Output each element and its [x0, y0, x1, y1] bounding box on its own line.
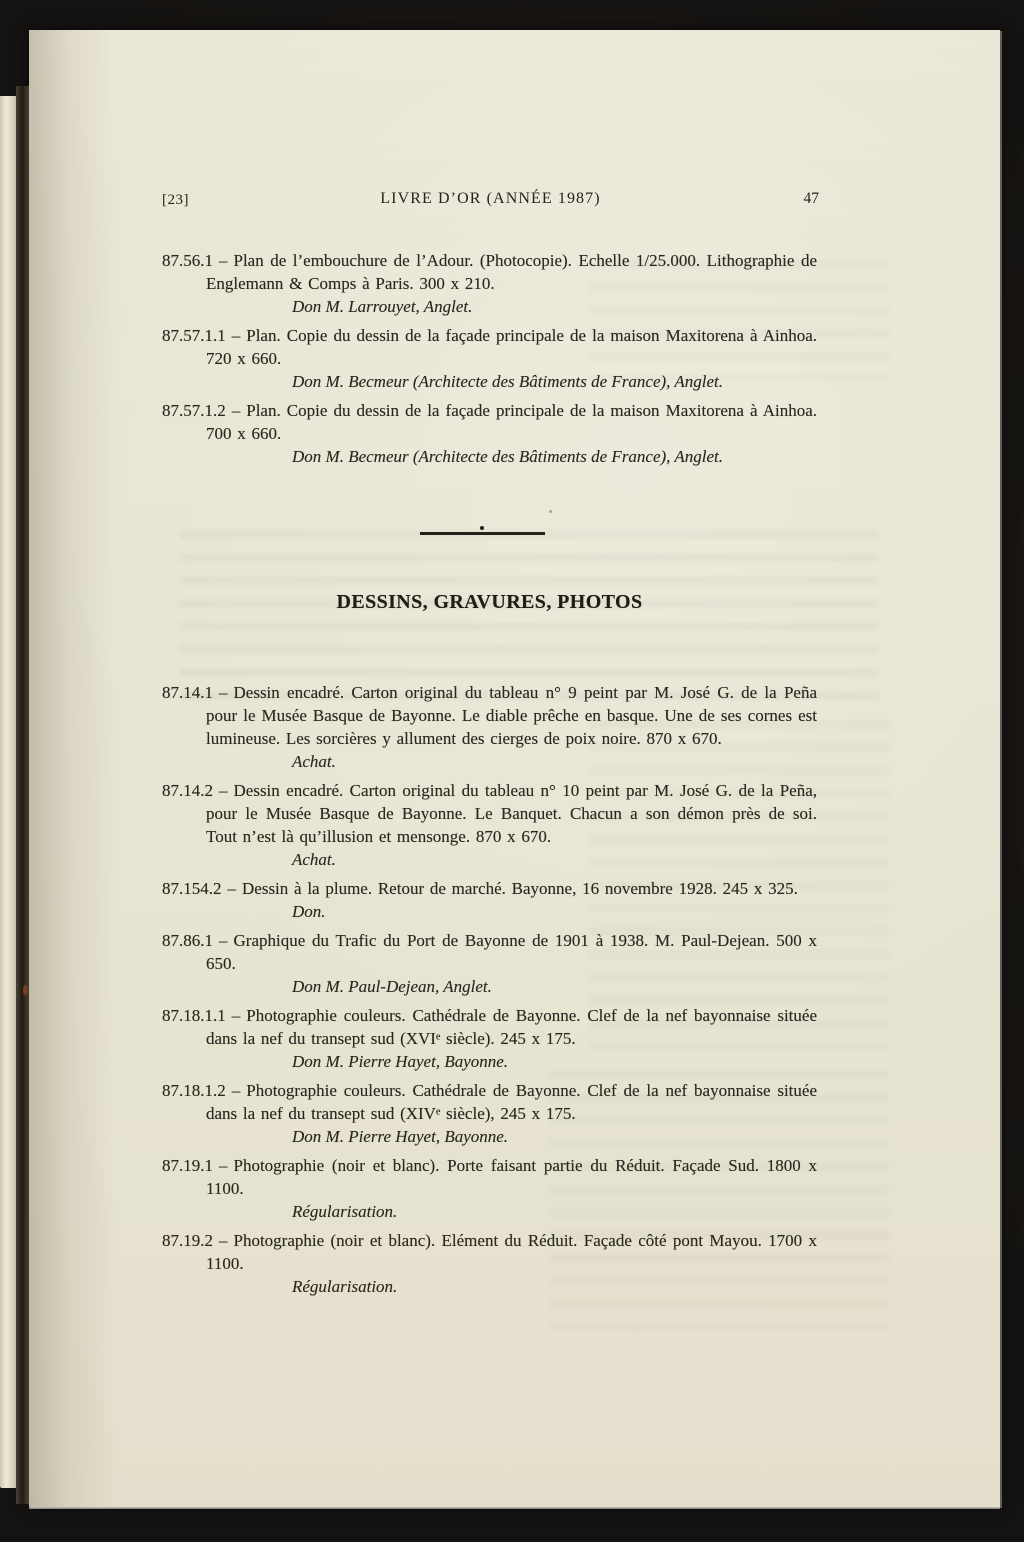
book-page [29, 30, 1000, 1507]
header-title: LIVRE D’OR (ANNÉE 1987) [380, 190, 601, 207]
entry-text [162, 1004, 817, 1050]
entry-number: 87.154.2 [162, 879, 222, 898]
entry-body: Photographie (noir et blanc). Elément du Réduit. Façade côté pont Mayou. 1700 x 1100. [206, 1231, 817, 1273]
entry-credit: Don. [292, 902, 326, 921]
entry-number: 87.14.1 [162, 683, 213, 702]
entry-dash: – [219, 251, 228, 270]
entry-number: 87.56.1 [162, 251, 213, 270]
entry-credit: Don M. Paul-Dejean, Anglet. [292, 977, 492, 996]
entry-number: 87.57.1.2 [162, 401, 226, 420]
entry-number: 87.18.1.1 [162, 1006, 226, 1025]
catalog-entry [162, 929, 817, 998]
entry-text [162, 929, 817, 975]
catalog-entry [162, 1079, 817, 1148]
catalog-entry [162, 399, 817, 468]
entry-number: 87.86.1 [162, 931, 213, 950]
header-bracket-number: [23] [162, 192, 189, 208]
catalog-entry [162, 1004, 817, 1073]
entry-number: 87.19.2 [162, 1231, 213, 1250]
entry-text [162, 779, 817, 848]
catalog-entry [162, 1229, 817, 1298]
catalog-entry [162, 1154, 817, 1223]
entry-body: Plan de l’embouchure de l’Adour. (Photocopie). Echelle 1/25.000. Lithographie de Englemann & Comps à Paris. 300 x 210. [206, 251, 817, 293]
book-page-stack-edge [0, 96, 17, 1488]
entry-dash: – [219, 1231, 228, 1250]
section-divider-rule [420, 532, 545, 535]
entry-number: 87.14.2 [162, 781, 213, 800]
catalog-entry [162, 877, 817, 923]
entries-section-plans [162, 249, 817, 468]
entry-dash: – [219, 683, 228, 702]
entry-text [162, 1079, 817, 1125]
entries-section-dessins-gravures-photos [162, 681, 817, 1298]
entry-body: Dessin à la plume. Retour de marché. Bayonne, 16 novembre 1928. 245 x 325. [242, 879, 798, 898]
entry-body: Graphique du Trafic du Port de Bayonne de 1901 à 1938. M. Paul-Dejean. 500 x 650. [206, 931, 817, 973]
running-head [162, 188, 819, 212]
catalog-entry [162, 324, 817, 393]
entry-body: Dessin encadré. Carton original du tableau n° 10 peint par M. José G. de la Peña, pour le Musée Basque de Bayonne. Le Banquet. Chacun a son démon près de soi. Tout n’est là qu’illusion et mensonge. 870 x 670. [206, 781, 817, 846]
entry-dash: – [219, 1156, 228, 1175]
entry-text [162, 1154, 817, 1200]
entry-dash: – [231, 326, 241, 345]
entry-dash: – [231, 1006, 241, 1025]
catalog-entry [162, 249, 817, 318]
entry-text [162, 1229, 817, 1275]
entry-text [162, 324, 817, 370]
entry-text [162, 249, 817, 295]
entry-dash: – [227, 879, 236, 898]
entry-credit: Don M. Pierre Hayet, Bayonne. [292, 1052, 509, 1071]
entry-credit: Achat. [292, 850, 336, 869]
catalog-entry [162, 779, 817, 871]
divider-dot [480, 526, 484, 530]
entry-dash: – [219, 931, 228, 950]
entry-body: Photographie couleurs. Cathédrale de Bayonne. Clef de la nef bayonnaise située dans la nef du transept sud (XIVᵉ siècle), 245 x 175. [206, 1081, 817, 1123]
paper-speck [23, 985, 28, 995]
entry-body: Photographie couleurs. Cathédrale de Bayonne. Clef de la nef bayonnaise située dans la nef du transept sud (XVIᵉ siècle). 245 x 175. [206, 1006, 817, 1048]
entry-credit: Don M. Becmeur (Architecte des Bâtiments de France), Anglet. [292, 447, 724, 466]
entry-text [162, 877, 817, 900]
entry-body: Photographie (noir et blanc). Porte faisant partie du Réduit. Façade Sud. 1800 x 1100. [206, 1156, 817, 1198]
entry-dash: – [231, 401, 241, 420]
entry-dash: – [231, 1081, 241, 1100]
header-page-number: 47 [803, 190, 819, 207]
entry-body: Plan. Copie du dessin de la façade principale de la maison Maxitorena à Ainhoa. 720 x 660. [206, 326, 817, 368]
entry-text [162, 399, 817, 445]
entry-credit: Don M. Larrouyet, Anglet. [292, 297, 473, 316]
entry-body: Dessin encadré. Carton original du tableau n° 9 peint par M. José G. de la Peña pour le Musée Basque de Bayonne. Le diable prêche en basque. Une de ses cornes est lumineuse. Les sorcières y allument des cierges de poix noire. 870 x 670. [206, 683, 817, 748]
entry-text [162, 681, 817, 750]
entry-credit: Don M. Becmeur (Architecte des Bâtiments de France), Anglet. [292, 372, 724, 391]
entry-dash: – [219, 781, 228, 800]
entry-credit: Régularisation. [292, 1277, 398, 1296]
entry-number: 87.18.1.2 [162, 1081, 226, 1100]
entry-credit: Don M. Pierre Hayet, Bayonne. [292, 1127, 509, 1146]
entry-credit: Achat. [292, 752, 336, 771]
catalog-content [162, 249, 817, 1304]
entry-number: 87.57.1.1 [162, 326, 226, 345]
section-heading: DESSINS, GRAVURES, PHOTOS [336, 591, 643, 613]
entry-number: 87.19.1 [162, 1156, 213, 1175]
entry-credit: Régularisation. [292, 1202, 398, 1221]
entry-body: Plan. Copie du dessin de la façade principale de la maison Maxitorena à Ainhoa. 700 x 660. [206, 401, 817, 443]
book-gutter-shadow [16, 86, 30, 1504]
catalog-entry [162, 681, 817, 773]
